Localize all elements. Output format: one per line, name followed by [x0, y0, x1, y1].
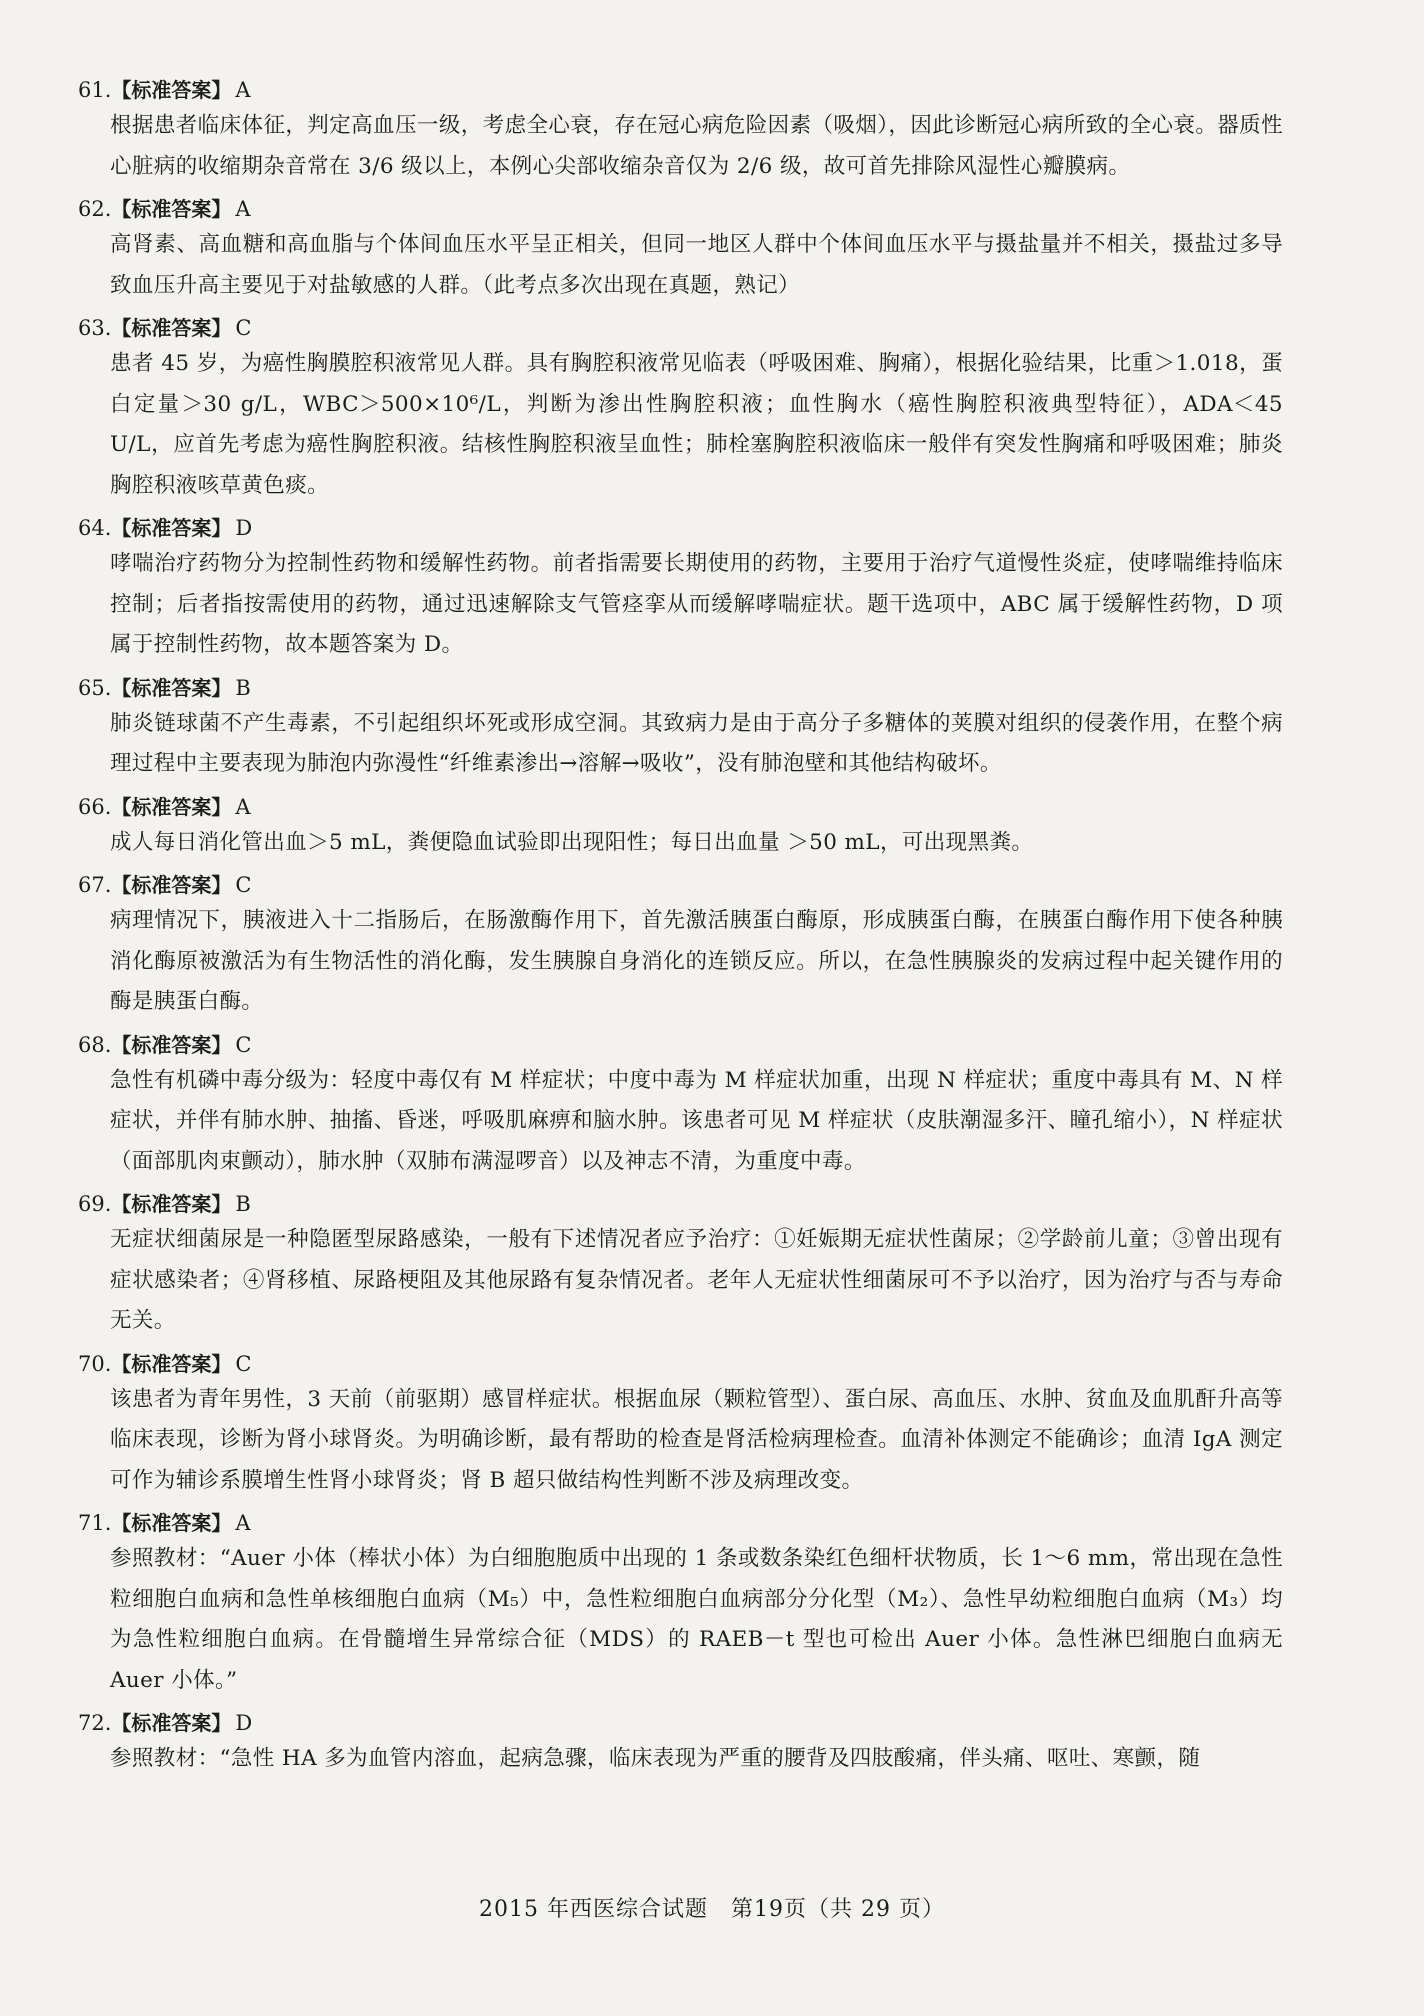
answer-item-62	[78, 193, 1283, 306]
answer-heading	[78, 672, 1283, 704]
answer-heading	[78, 1029, 1283, 1061]
answer-label: 【标准答案】	[111, 516, 232, 540]
answer-letter: C	[235, 1351, 252, 1376]
question-number: 70.	[78, 1351, 112, 1376]
answer-item-72	[78, 1707, 1283, 1780]
answer-letter: B	[235, 675, 251, 700]
question-number: 63.	[78, 316, 112, 340]
answer-list	[78, 74, 1283, 1786]
answer-label: 【标准答案】	[111, 316, 232, 340]
answer-heading	[78, 193, 1283, 225]
answer-letter: C	[235, 316, 252, 340]
answer-heading	[78, 869, 1283, 901]
question-number: 69.	[78, 1192, 112, 1216]
answer-label: 【标准答案】	[111, 1192, 232, 1216]
explanation-text: 参照教材：“Auer 小体（棒状小体）为白细胞胞质中出现的 1 条或数条染红色细杆状物质，长 1～6 mm，常出现在急性粒细胞白血病和急性单核细胞白血病（M₅）中，急性粒细胞白血病部分分化型（M₂）、急性早幼粒细胞白血病（M₃）均为急性粒细胞白血病。在骨髓增生异常综合征（MDS）的 RAEB－t 型也可检出 Auer 小体。急性淋巴细胞白血病无 Auer 小体。”	[110, 1546, 1283, 1693]
explanation-text: 成人每日消化管出血＞5 mL，粪便隐血试验即出现阳性；每日出血量 ＞50 mL，可出现黑粪。	[110, 829, 1034, 855]
answer-letter: D	[235, 516, 253, 540]
answer-label: 【标准答案】	[111, 197, 232, 221]
answer-label: 【标准答案】	[111, 794, 232, 819]
explanation-text: 无症状细菌尿是一种隐匿型尿路感染，一般有下述情况者应予治疗：①妊娠期无症状性菌尿；②学龄前儿童；③曾出现有症状感染者；④肾移植、尿路梗阻及其他尿路有复杂情况者。老年人无症状性细菌尿可不予以治疗，因为治疗与否与寿命无关。	[110, 1227, 1283, 1333]
question-number: 71.	[78, 1511, 112, 1535]
answer-label: 【标准答案】	[111, 1511, 232, 1535]
explanation-text: 哮喘治疗药物分为控制性药物和缓解性药物。前者指需要长期使用的药物，主要用于治疗气道慢性炎症，使哮喘维持临床控制；后者指按需使用的药物，通过迅速解除支气管痉挛从而缓解哮喘症状。题干选项中，ABC 属于缓解性药物，D 项属于控制性药物，故本题答案为 D。	[110, 551, 1283, 657]
answer-letter: A	[235, 78, 251, 102]
answer-letter: C	[235, 1032, 252, 1057]
question-number: 67.	[78, 873, 112, 897]
explanation-text: 急性有机磷中毒分级为：轻度中毒仅有 M 样症状；中度中毒为 M 样症状加重，出现 N 样症状；重度中毒具有 M、N 样症状，并伴有肺水肿、抽搐、昏迷，呼吸肌麻痹和脑水肿。该患者可见 M 样症状（皮肤潮湿多汗、瞳孔缩小），N 样症状（面部肌肉束颤动），肺水肿（双肺布满湿啰音）以及神志不清，为重度中毒。	[110, 1067, 1283, 1174]
answer-letter: B	[235, 1192, 251, 1216]
answer-item-61	[78, 74, 1283, 187]
answer-item-70	[78, 1348, 1283, 1502]
answer-letter: A	[235, 197, 251, 221]
answer-letter: A	[235, 794, 251, 819]
explanation-text: 该患者为青年男性，3 天前（前驱期）感冒样症状。根据血尿（颗粒管型）、蛋白尿、高血压、水肿、贫血及血肌酐升高等临床表现，诊断为肾小球肾炎。为明确诊断，最有帮助的检查是肾活检病理检查。血清补体测定不能确诊；血清 IgA 测定可作为辅诊系膜增生性肾小球肾炎；肾 B 超只做结构性判断不涉及病理改变。	[110, 1386, 1283, 1493]
answer-item-68	[78, 1029, 1283, 1183]
page-footer: 2015 年西医综合试题 第19页（共 29 页）	[479, 1897, 945, 1922]
answer-item-64	[78, 512, 1283, 666]
answer-heading	[78, 1348, 1283, 1380]
answer-label: 【标准答案】	[111, 873, 232, 897]
answer-letter: D	[235, 1711, 253, 1735]
answer-heading	[78, 1707, 1283, 1739]
answer-label: 【标准答案】	[111, 675, 232, 700]
question-number: 65.	[78, 675, 112, 700]
explanation-text: 参照教材：“急性 HA 多为血管内溶血，起病急骤，临床表现为严重的腰背及四肢酸痛，伴头痛、呕吐、寒颤，随	[110, 1746, 1201, 1771]
answer-label: 【标准答案】	[111, 78, 232, 102]
answer-label: 【标准答案】	[111, 1351, 232, 1376]
answer-heading	[78, 512, 1283, 544]
answer-heading	[78, 791, 1283, 823]
question-number: 61.	[78, 78, 112, 102]
answer-item-66	[78, 791, 1283, 864]
question-number: 64.	[78, 516, 112, 540]
answer-item-69	[78, 1188, 1283, 1342]
answer-heading	[78, 1188, 1283, 1220]
question-number: 72.	[78, 1711, 112, 1735]
answer-heading	[78, 74, 1283, 106]
answer-label: 【标准答案】	[111, 1032, 232, 1057]
explanation-text: 肺炎链球菌不产生毒素，不引起组织坏死或形成空洞。其致病力是由于高分子多糖体的荚膜对组织的侵袭作用，在整个病理过程中主要表现为肺泡内弥漫性“纤维素渗出→溶解→吸收”，没有肺泡壁和其他结构破坏。	[110, 710, 1283, 776]
answer-letter: C	[235, 873, 252, 897]
answer-item-71	[78, 1507, 1283, 1701]
answer-heading	[78, 312, 1283, 344]
explanation-text: 高肾素、高血糖和高血脂与个体间血压水平呈正相关，但同一地区人群中个体间血压水平与摄盐量并不相关，摄盐过多导致血压升高主要见于对盐敏感的人群。（此考点多次出现在真题，熟记）	[110, 232, 1283, 298]
answer-item-63	[78, 312, 1283, 506]
explanation-text: 根据患者临床体征，判定高血压一级，考虑全心衰，存在冠心病危险因素（吸烟），因此诊断冠心病所致的全心衰。器质性心脏病的收缩期杂音常在 3/6 级以上，本例心尖部收缩杂音仅为 2/6 级，故可首先排除风湿性心瓣膜病。	[110, 113, 1283, 179]
answer-heading	[78, 1507, 1283, 1539]
explanation-text: 患者 45 岁，为癌性胸膜腔积液常见人群。具有胸腔积液常见临表（呼吸困难、胸痛），根据化验结果，比重＞1.018，蛋白定量＞30 g/L，WBC＞500×10⁶/L，判断为渗出性胸腔积液；血性胸水（癌性胸腔积液典型特征），ADA＜45 U/L，应首先考虑为癌性胸腔积液。结核性胸腔积液呈血性；肺栓塞胸腔积液临床一般伴有突发性胸痛和呼吸困难；肺炎胸腔积液咳草黄色痰。	[110, 351, 1283, 498]
answer-item-65	[78, 672, 1283, 785]
answer-label: 【标准答案】	[111, 1711, 232, 1735]
question-number: 62.	[78, 197, 112, 221]
question-number: 68.	[78, 1032, 112, 1057]
answer-letter: A	[235, 1511, 251, 1535]
question-number: 66.	[78, 794, 112, 819]
explanation-text: 病理情况下，胰液进入十二指肠后，在肠激酶作用下，首先激活胰蛋白酶原，形成胰蛋白酶，在胰蛋白酶作用下使各种胰消化酶原被激活为有生物活性的消化酶，发生胰腺自身消化的连锁反应。所以，在急性胰腺炎的发病过程中起关键作用的酶是胰蛋白酶。	[110, 908, 1283, 1014]
answer-item-67	[78, 869, 1283, 1023]
